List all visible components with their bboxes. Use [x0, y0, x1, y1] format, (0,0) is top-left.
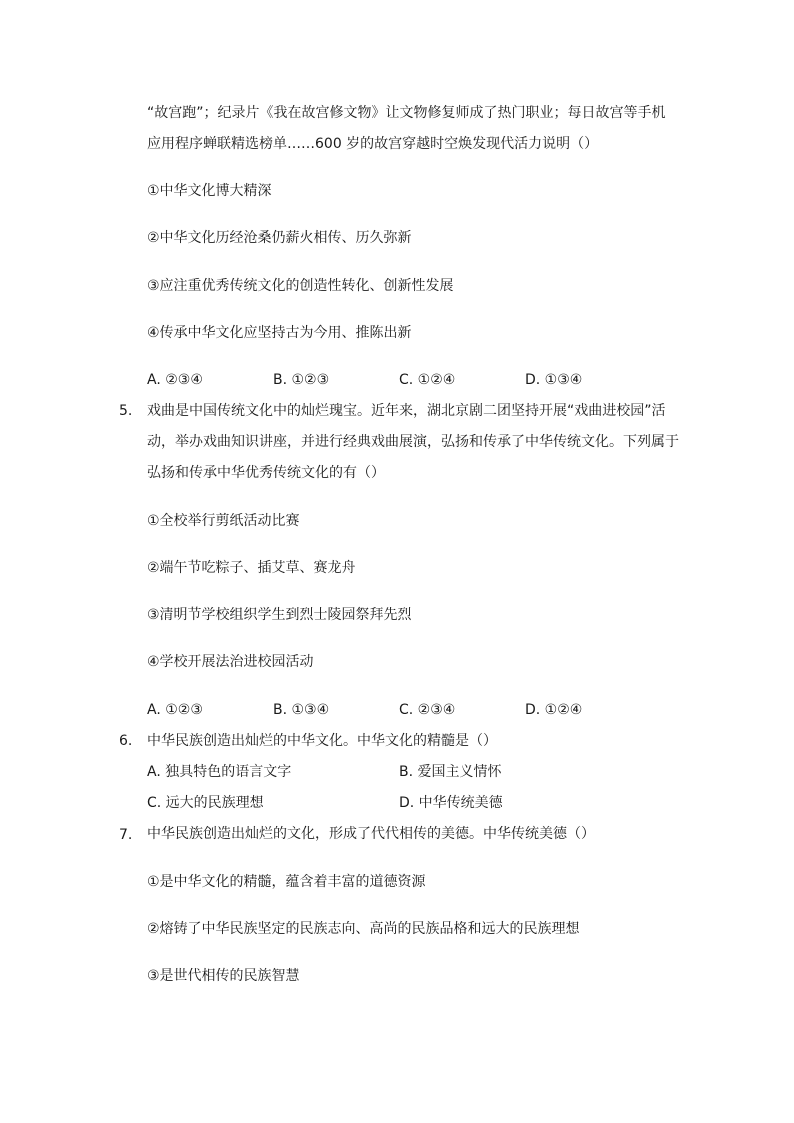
- q7-item-1: ①是中华文化的精髓，蕴含着丰富的道德资源: [147, 874, 426, 890]
- q6-number: 6.: [119, 733, 133, 749]
- q7-item-3: ③是世代相传的民族智慧: [147, 968, 300, 984]
- q6-option-c[interactable]: C. 远大的民族理想: [147, 795, 264, 811]
- q5-item-1: ①全校举行剪纸活动比赛: [147, 513, 300, 529]
- q4-item-4: ④传承中华文化应坚持古为今用、推陈出新: [147, 325, 412, 341]
- q4-item-1: ①中华文化博大精深: [147, 183, 272, 199]
- q4-stem-line-2: 应用程序蝉联精选榜单……600 岁的故宫穿越时空焕发现代活力说明（）: [147, 136, 599, 152]
- q5-stem-line-1: 戏曲是中国传统文化中的灿烂瑰宝。近年来，湖北京剧二团坚持开展“戏曲进校园”活: [147, 403, 666, 419]
- q5-item-4: ④学校开展法治进校园活动: [147, 654, 314, 670]
- q4-option-b[interactable]: B. ①②③: [273, 372, 330, 388]
- q6-stem: 中华民族创造出灿烂的中华文化。中华文化的精髓是（）: [147, 733, 497, 749]
- q7-stem: 中华民族创造出灿烂的文化，形成了代代相传的美德。中华传统美德（）: [147, 826, 595, 842]
- q5-number: 5.: [119, 403, 133, 419]
- q4-item-2: ②中华文化历经沧桑仍薪火相传、历久弥新: [147, 230, 412, 246]
- q5-option-d[interactable]: D. ①②④: [525, 702, 583, 718]
- q5-option-b[interactable]: B. ①③④: [273, 702, 330, 718]
- q4-item-3: ③应注重优秀传统文化的创造性转化、创新性发展: [147, 278, 454, 294]
- q5-item-3: ③清明节学校组织学生到烈士陵园祭拜先烈: [147, 607, 412, 623]
- q4-option-c[interactable]: C. ①②④: [399, 372, 456, 388]
- q5-stem-line-2: 动，举办戏曲知识讲座，并进行经典戏曲展演，弘扬和传承了中华传统文化。下列属于: [147, 434, 679, 450]
- q7-number: 7.: [119, 827, 133, 843]
- q7-item-2: ②熔铸了中华民族坚定的民族志向、高尚的民族品格和远大的民族理想: [147, 921, 580, 937]
- q6-option-d[interactable]: D. 中华传统美德: [399, 795, 503, 811]
- q4-stem-line-1: “故宫跑”；纪录片《我在故宫修文物》让文物修复师成了热门职业；每日故宫等手机: [147, 105, 666, 121]
- q6-option-b[interactable]: B. 爱国主义情怀: [399, 764, 502, 780]
- q4-option-d[interactable]: D. ①③④: [525, 372, 583, 388]
- q5-option-c[interactable]: C. ②③④: [399, 702, 456, 718]
- q6-option-a[interactable]: A. 独具特色的语言文字: [147, 764, 292, 780]
- q5-option-a[interactable]: A. ①②③: [147, 702, 203, 718]
- q4-option-a[interactable]: A. ②③④: [147, 372, 203, 388]
- q5-item-2: ②端午节吃粽子、插艾草、赛龙舟: [147, 560, 356, 576]
- q5-stem-line-3: 弘扬和传承中华优秀传统文化的有（）: [147, 465, 385, 481]
